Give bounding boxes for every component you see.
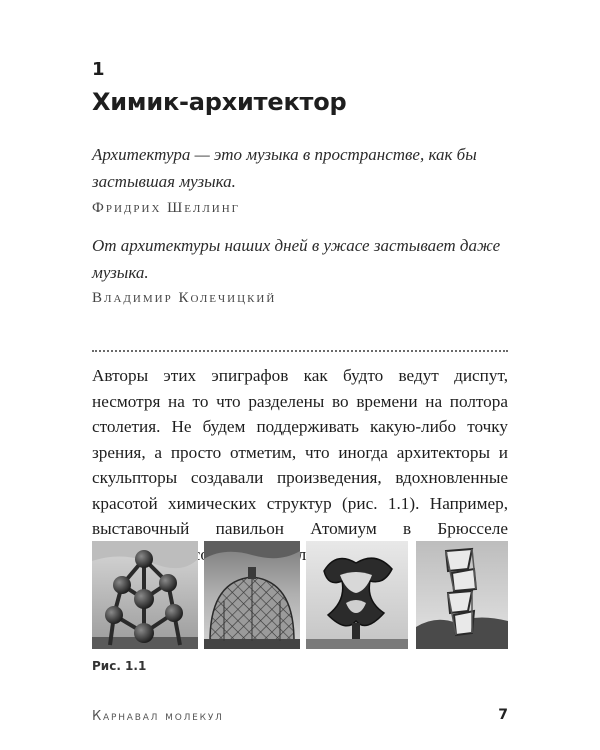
epigraph-quote: От архитектуры наших дней в ужасе застывает даже музыка.: [92, 236, 501, 282]
epigraph-author: Владимир Колечицкий: [92, 290, 277, 306]
page-number: 7: [498, 707, 508, 723]
figure-photos: [92, 541, 508, 649]
running-footer-title: Карнавал молекул: [92, 709, 224, 724]
helix-tower-photo: [416, 541, 508, 649]
chapter-title: Химик-архитектор: [92, 88, 347, 116]
body-paragraph: Авторы этих эпиграфов как будто ведут диспут, несмотря на то что разделены во времени на полтора столетия. Не будем поддерживать какую-либо точку зрения, а просто отметим, что иногда архитекторы и скульпторы создавали произведения, вдохновленные красотой химических структур (рис. 1.1). Например, выставочный павильон Атомиум в Брюсселе кристаллическую: [92, 366, 508, 564]
epigraph-author: Фридрих Шеллинг: [92, 200, 241, 216]
atomium-photo: [92, 541, 198, 649]
lattice-dome-photo: [204, 541, 300, 649]
figure-caption: Рис. 1.1: [92, 659, 147, 673]
chapter-number: 1: [92, 59, 105, 80]
molecule-sculpture-photo: [306, 541, 408, 649]
epigraph-quote: Архитектура — это музыка в пространстве, как бы застывшая музыка.: [92, 145, 477, 191]
section-divider: [92, 350, 508, 352]
